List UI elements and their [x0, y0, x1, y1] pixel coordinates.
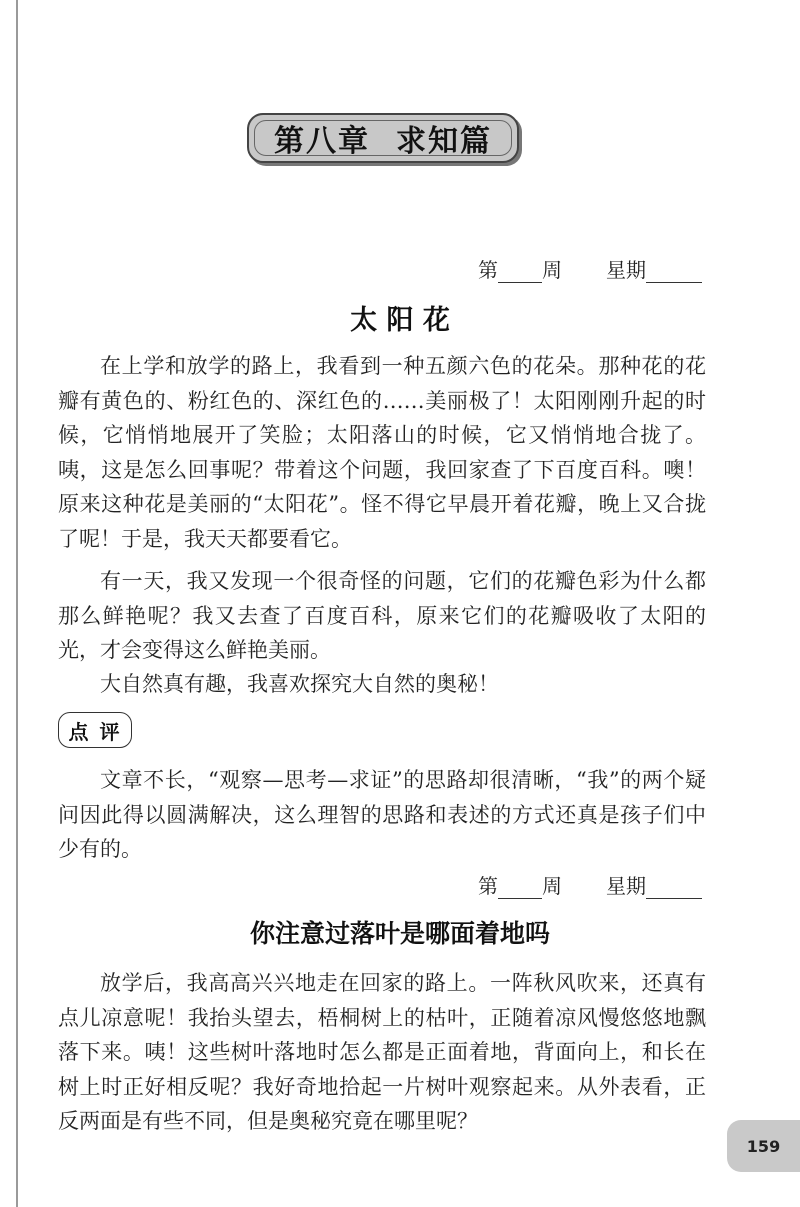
- weekday-blank[interactable]: [646, 262, 702, 283]
- chapter-banner: [247, 113, 519, 163]
- article1-paragraph-3: 大自然真有趣，我喜欢探究大自然的奥秘！: [100, 672, 499, 696]
- week-prefix: 第: [478, 258, 498, 282]
- page-number: 159: [746, 1136, 781, 1156]
- weekday-label: 星期: [606, 258, 646, 282]
- week-prefix: 第: [478, 874, 498, 898]
- weekday-blank[interactable]: [646, 878, 702, 899]
- week-blank[interactable]: [498, 878, 542, 899]
- weekday-label: 星期: [606, 874, 646, 898]
- article-title-fallen-leaves: 你注意过落叶是哪面着地吗: [249, 919, 550, 948]
- article-title-sun-flower: 太 阳 花: [350, 305, 450, 336]
- chapter-title: [274, 116, 492, 160]
- chapter-label: 第八章: [274, 124, 370, 159]
- week-blank[interactable]: [498, 262, 542, 283]
- comment-label: 点 评: [58, 712, 132, 748]
- week-suffix: 周: [542, 874, 562, 898]
- week-suffix: 周: [542, 258, 562, 282]
- page-number-tab: [727, 1120, 800, 1172]
- week-line-1: [478, 254, 702, 283]
- chapter-name: 求知篇: [396, 124, 492, 159]
- article1-paragraph-1: 在上学和放学的路上，我看到一种五颜六色的花朵。那种花的花瓣有黄色的、粉红色的、深红色的……美丽极了！太阳刚刚升起的时候，它悄悄地展开了笑脸；太阳落山的时候，它又悄悄地合拢了。咦，这是怎么回事呢？带着这个问题，我回家查了下百度百科。噢！原来这种花是美丽的“太阳花”。怪不得它早晨开着花瓣，晚上又合拢了呢！于是，我天天都要看它。: [58, 354, 706, 551]
- comment-text: 文章不长，“观察—思考—求证”的思路却很清晰，“我”的两个疑问因此得以圆满解决，这么理智的思路和表述的方式还真是孩子们中少有的。: [58, 768, 706, 861]
- week-line-2: [478, 870, 702, 899]
- page-left-rule: [16, 0, 18, 1207]
- article1-paragraph-2: 有一天，我又发现一个很奇怪的问题，它们的花瓣色彩为什么都那么鲜艳呢？我又去查了百度百科，原来它们的花瓣吸收了太阳的光，才会变得这么鲜艳美丽。: [58, 569, 706, 662]
- article2-paragraph-1: 放学后，我高高兴兴地走在回家的路上。一阵秋风吹来，还真有点儿凉意呢！我抬头望去，梧桐树上的枯叶，正随着凉风慢悠悠地飘落下来。咦！这些树叶落地时怎么都是正面着地，背面向上，和长在树上时正好相反呢？我好奇地拾起一片树叶观察起来。从外表看，正反两面是有些不同，但是奥秘究竟在哪里呢？: [58, 971, 706, 1133]
